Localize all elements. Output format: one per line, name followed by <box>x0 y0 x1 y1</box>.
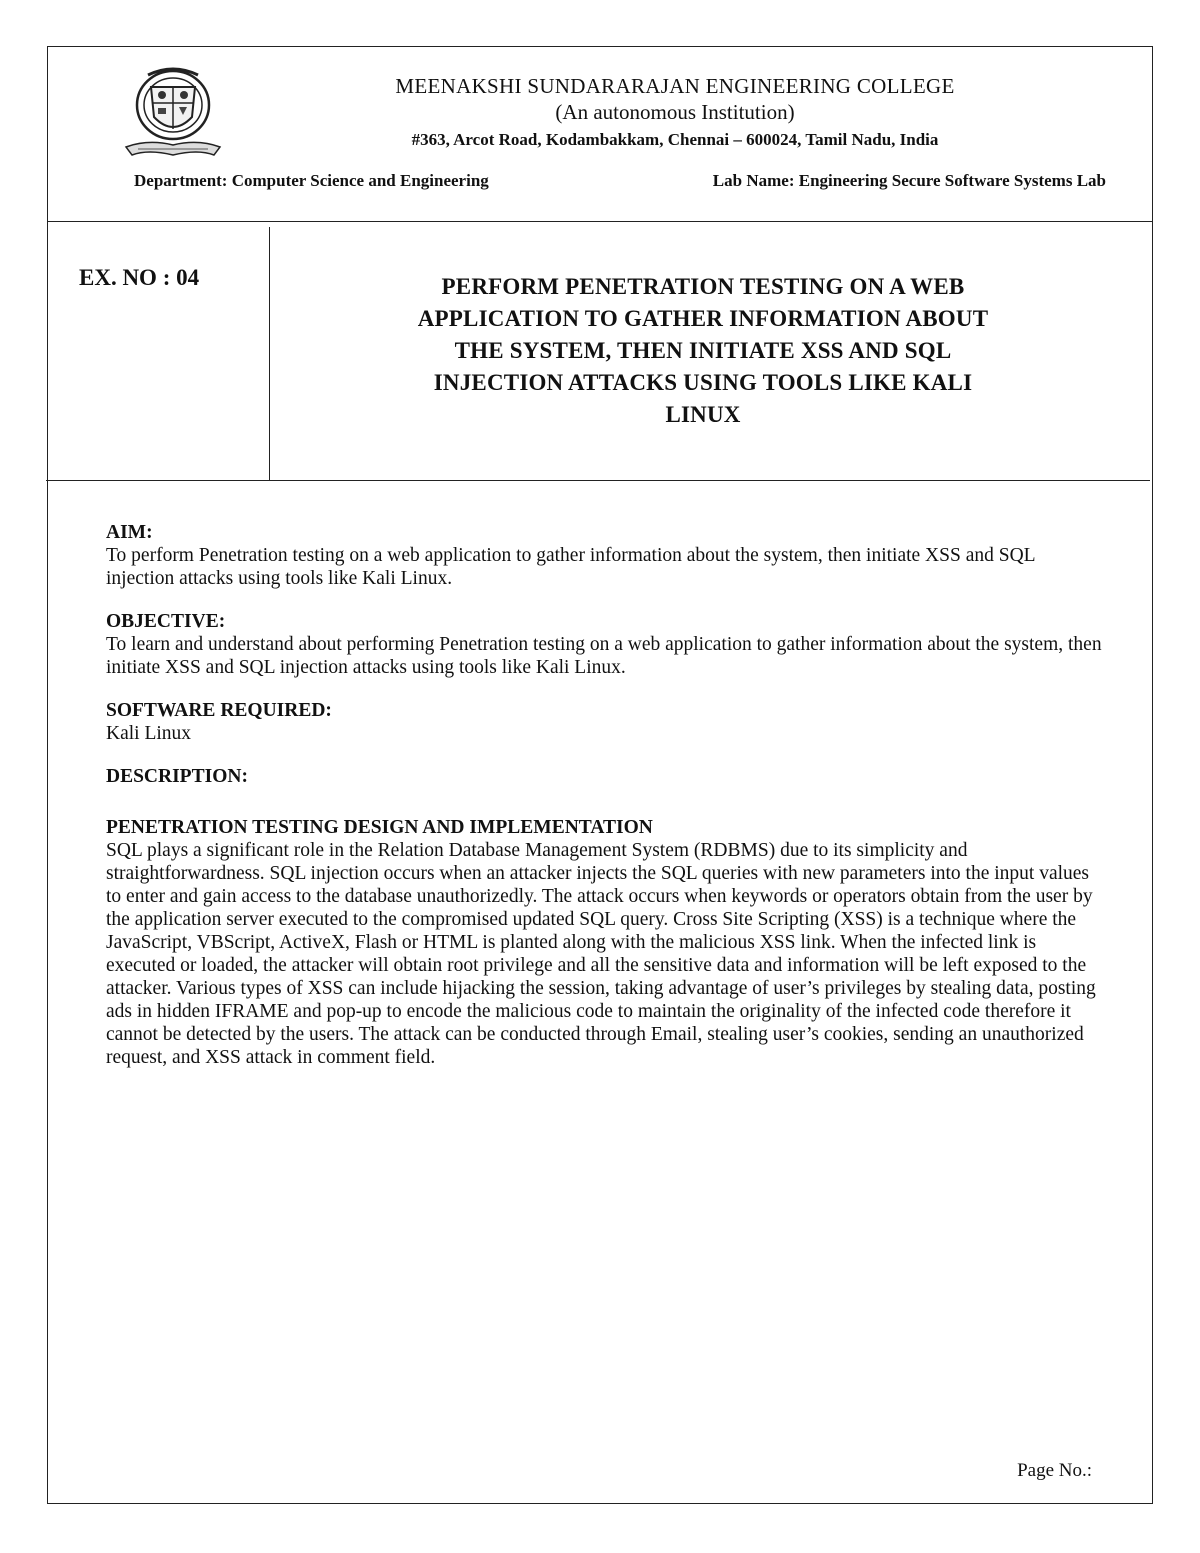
college-name: MEENAKSHI SUNDARARAJAN ENGINEERING COLLEGE <box>395 74 955 98</box>
title-line: PERFORM PENETRATION TESTING ON A WEB <box>441 274 965 299</box>
college-address: #363, Arcot Road, Kodambakkam, Chennai – 600024, Tamil Nadu, India <box>411 130 939 149</box>
aim-text: To perform Penetration testing on a web application to gather information about the system, then initiate XSS and SQL injection attacks using tools like Kali Linux. <box>106 545 1035 589</box>
college-header <box>48 47 1152 223</box>
objective-text: To learn and understand about performing Penetration testing on a web application to gather information about the system, then initiate XSS and SQL injection attacks using tools like Kali Linux. <box>106 634 1102 678</box>
page-frame <box>47 46 1153 1504</box>
title-divider <box>46 480 1150 481</box>
software-text: Kali Linux <box>106 723 192 744</box>
institution-type: (An autonomous Institution) <box>555 100 795 124</box>
page-number-label: Page No.: <box>1017 1460 1092 1481</box>
title-line: APPLICATION TO GATHER INFORMATION ABOUT <box>417 306 989 331</box>
title-line: INJECTION ATTACKS USING TOOLS LIKE KALI <box>433 370 973 395</box>
college-emblem-icon <box>118 65 228 165</box>
aim-heading: AIM: <box>106 522 153 543</box>
software-heading: SOFTWARE REQUIRED: <box>106 700 332 721</box>
exno-column-divider <box>269 227 270 481</box>
pentest-heading: PENETRATION TESTING DESIGN AND IMPLEMENTATION <box>106 817 653 838</box>
experiment-title <box>298 271 1108 431</box>
title-line: THE SYSTEM, THEN INITIATE XSS AND SQL <box>454 338 952 363</box>
experiment-number: EX. NO : 04 <box>79 265 200 290</box>
experiment-content <box>106 521 1106 1089</box>
pentest-text: SQL plays a significant role in the Relation Database Management System (RDBMS) due to its simplicity and straightforwardness. SQL injection occurs when an attacker injects the SQL queries with new parameters into the input values to enter and gain access to the database unauthorizedly. The attack occurs when keywords or operators obtain from the user by the application server executed to the compromised updated SQL query. Cross Site Scripting (XSS) is a technique where the JavaScript, VBScript, ActiveX, Flash or HTML is planted along with the malicious XSS link. When the infected link is executed or loaded, the attacker will obtain root privilege and all the sensitive data and information will be left exposed to the attacker. Various types of XSS can include hijacking the session, taking advantage of user’s privileges by stealing data, posting ads in hidden IFRAME and pop-up to encode the malicious code to maintain the originality of the infected code therefore it cannot be detected by the users. The attack can be conducted through Email, stealing user’s cookies, sending an unauthorized request, and XSS attack in comment field. <box>106 840 1096 1068</box>
description-heading: DESCRIPTION: <box>106 766 248 787</box>
objective-heading: OBJECTIVE: <box>106 611 226 632</box>
header-divider <box>48 221 1152 222</box>
department-label: Department: Computer Science and Engineering <box>134 171 489 190</box>
lab-name-label: Lab Name: Engineering Secure Software Systems Lab <box>712 171 1106 190</box>
title-line: LINUX <box>665 402 741 427</box>
